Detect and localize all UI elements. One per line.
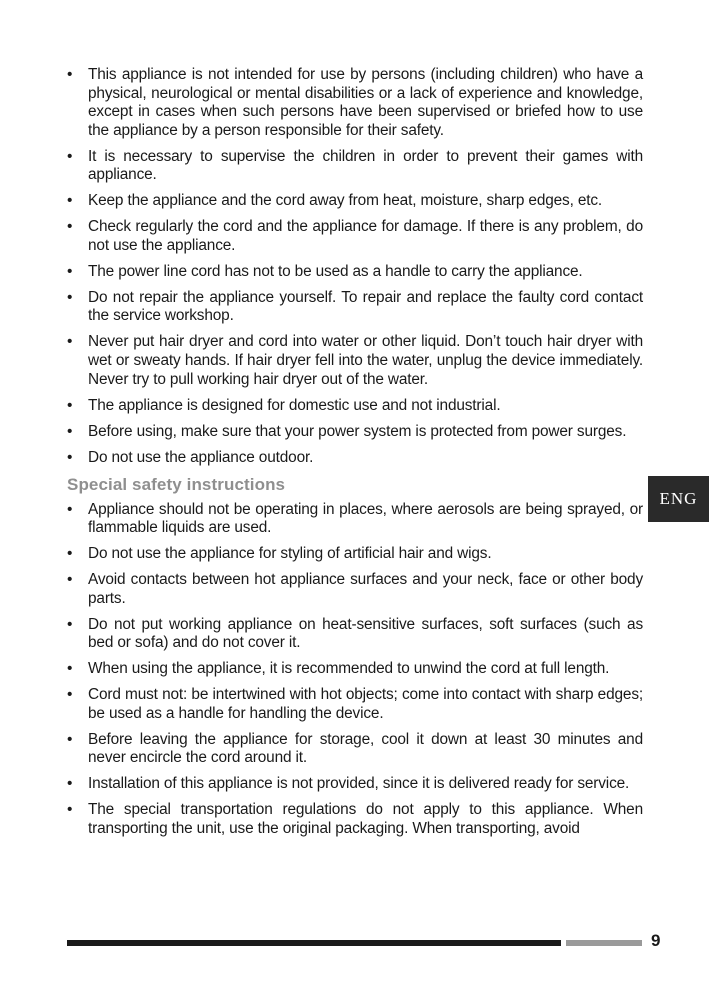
- page-number: 9: [651, 931, 661, 950]
- list-item: • When using the appliance, it is recommended to unwind the cord at full length.: [67, 660, 643, 679]
- list-item: • Cord must not: be intertwined with hot objects; come into contact with sharp edges; be used as a handle for handling the device.: [67, 686, 643, 723]
- list-item: • Before leaving the appliance for storage, cool it down at least 30 minutes and never encircle the cord around it.: [67, 731, 643, 768]
- list-item: • Do not repair the appliance yourself. To repair and replace the faulty cord contact the service workshop.: [67, 289, 643, 326]
- general-safety-list: [67, 66, 643, 467]
- list-item: • Do not put working appliance on heat-sensitive surfaces, soft surfaces (such as bed or sofa) and do not cover it.: [67, 616, 643, 653]
- list-item: • This appliance is not intended for use by persons (including children) who have a physical, neurological or mental disabilities or a lack of experience and knowledge, except in cases when such persons have been supervised or briefed how to use the appliance by a person responsible for their safety.: [67, 66, 643, 140]
- list-item: • Do not use the appliance outdoor.: [67, 449, 643, 468]
- footer-bar-grey: [566, 940, 642, 946]
- language-tab: ENG: [648, 476, 709, 522]
- list-item: • Keep the appliance and the cord away from heat, moisture, sharp edges, etc.: [67, 192, 643, 211]
- list-item: • Check regularly the cord and the appliance for damage. If there is any problem, do not use the appliance.: [67, 218, 643, 255]
- list-item: • It is necessary to supervise the children in order to prevent their games with appliance.: [67, 148, 643, 185]
- list-item: • Avoid contacts between hot appliance surfaces and your neck, face or other body parts.: [67, 571, 643, 608]
- list-item: • The power line cord has not to be used as a handle to carry the appliance.: [67, 263, 643, 282]
- list-item: • Do not use the appliance for styling of artificial hair and wigs.: [67, 545, 643, 564]
- special-safety-list: [67, 501, 643, 839]
- manual-content: [67, 66, 643, 846]
- list-item: • Installation of this appliance is not provided, since it is delivered ready for service.: [67, 775, 643, 794]
- list-item: • The special transportation regulations do not apply to this appliance. When transporting the unit, use the original packaging. When transporting, avoid: [67, 801, 643, 838]
- list-item: • The appliance is designed for domestic use and not industrial.: [67, 397, 643, 416]
- list-item: • Never put hair dryer and cord into water or other liquid. Don’t touch hair dryer with wet or sweaty hands. If hair dryer fell into the water, unplug the device immediately. Never try to pull working hair dryer out of the water.: [67, 333, 643, 389]
- section-heading: Special safety instructions: [67, 474, 286, 494]
- footer-bar-dark: [67, 940, 561, 946]
- list-item: • Appliance should not be operating in places, where aerosols are being sprayed, or flammable liquids are used.: [67, 501, 643, 538]
- list-item: • Before using, make sure that your power system is protected from power surges.: [67, 423, 643, 442]
